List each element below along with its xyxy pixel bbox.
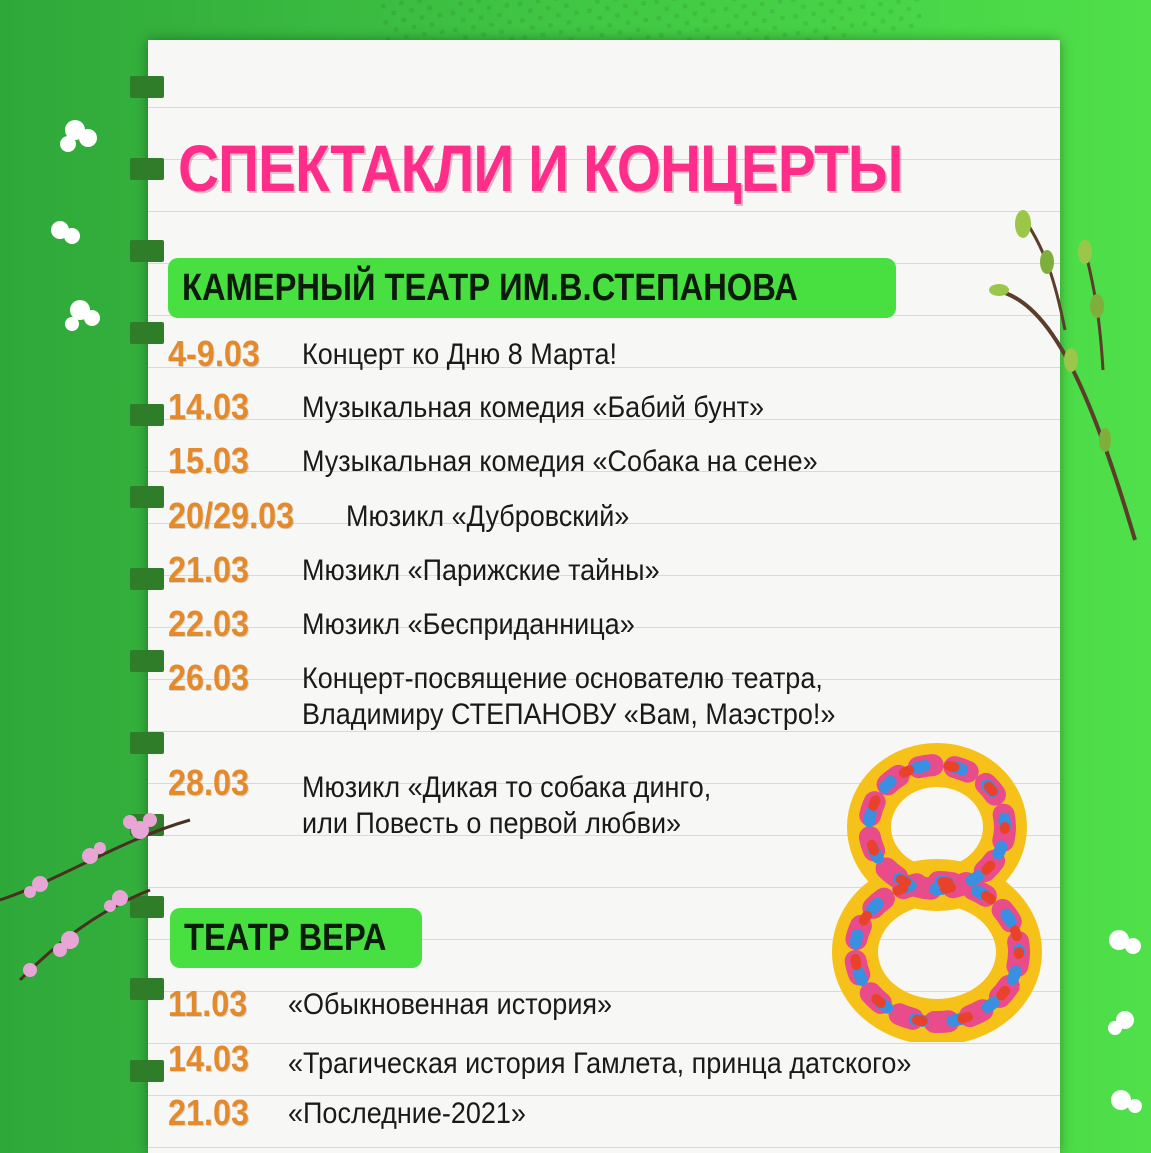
event-date: 21.03 xyxy=(168,1092,250,1133)
willow-branch-icon xyxy=(985,210,1151,555)
event-title-line: Концерт ко Дню 8 Марта! xyxy=(302,338,618,371)
event-title-line: Мюзикл «Бесприданница» xyxy=(302,608,635,641)
event-title xyxy=(288,987,612,1023)
event-title xyxy=(302,553,660,589)
event-title-line: «Обыкновенная история» xyxy=(288,988,613,1021)
event-date: 21.03 xyxy=(168,549,250,590)
event-title-line: Мюзикл «Дубровский» xyxy=(346,500,630,533)
event-title xyxy=(346,499,629,535)
event-title-line: Мюзикл «Дикая то собака динго, xyxy=(302,771,712,804)
event-title xyxy=(302,607,635,643)
event-date: 20/29.03 xyxy=(168,495,295,536)
event-date: 15.03 xyxy=(168,440,250,481)
page-title: СПЕКТАКЛИ И КОНЦЕРТЫ xyxy=(178,131,903,205)
event-title xyxy=(302,337,617,373)
white-blossom-icon xyxy=(1095,920,1151,1125)
white-blossom-icon xyxy=(20,110,110,375)
event-date: 26.03 xyxy=(168,657,250,698)
flower-eight-icon xyxy=(822,742,1052,1047)
event-title-line: Мюзикл «Парижские тайны» xyxy=(302,554,660,587)
event-title-line: «Трагическая история Гамлета, принца датского» xyxy=(288,1047,912,1080)
event-title-line: «Последние-2021» xyxy=(288,1097,526,1130)
cherry-blossom-icon xyxy=(0,780,200,1005)
event-title xyxy=(302,390,764,426)
venue-badge-vera-theatre xyxy=(170,908,422,968)
event-title xyxy=(288,1046,911,1082)
event-date: 22.03 xyxy=(168,603,250,644)
event-title xyxy=(302,444,818,480)
event-title-line: Музыкальная комедия «Собака на сене» xyxy=(302,445,818,478)
venue-label: ТЕАТР ВЕРА xyxy=(184,917,387,959)
event-title-line: Концерт-посвящение основателю театра, xyxy=(302,662,823,695)
event-title-line: или Повесть о первой любви» xyxy=(302,807,682,840)
event-date: 14.03 xyxy=(168,1038,250,1079)
event-date: 4-9.03 xyxy=(168,333,260,374)
event-title xyxy=(288,1096,526,1132)
venue-badge-chamber-theatre xyxy=(168,258,896,318)
event-title xyxy=(302,661,835,733)
event-date: 28.03 xyxy=(168,762,250,803)
event-date: 11.03 xyxy=(168,983,248,1024)
event-title xyxy=(302,770,711,842)
event-date: 14.03 xyxy=(168,386,250,427)
event-title-line: Музыкальная комедия «Бабий бунт» xyxy=(302,391,764,424)
venue-label: КАМЕРНЫЙ ТЕАТР ИМ.В.СТЕПАНОВА xyxy=(182,267,798,309)
event-title-line: Владимиру СТЕПАНОВУ «Вам, Маэстро!» xyxy=(302,698,836,731)
